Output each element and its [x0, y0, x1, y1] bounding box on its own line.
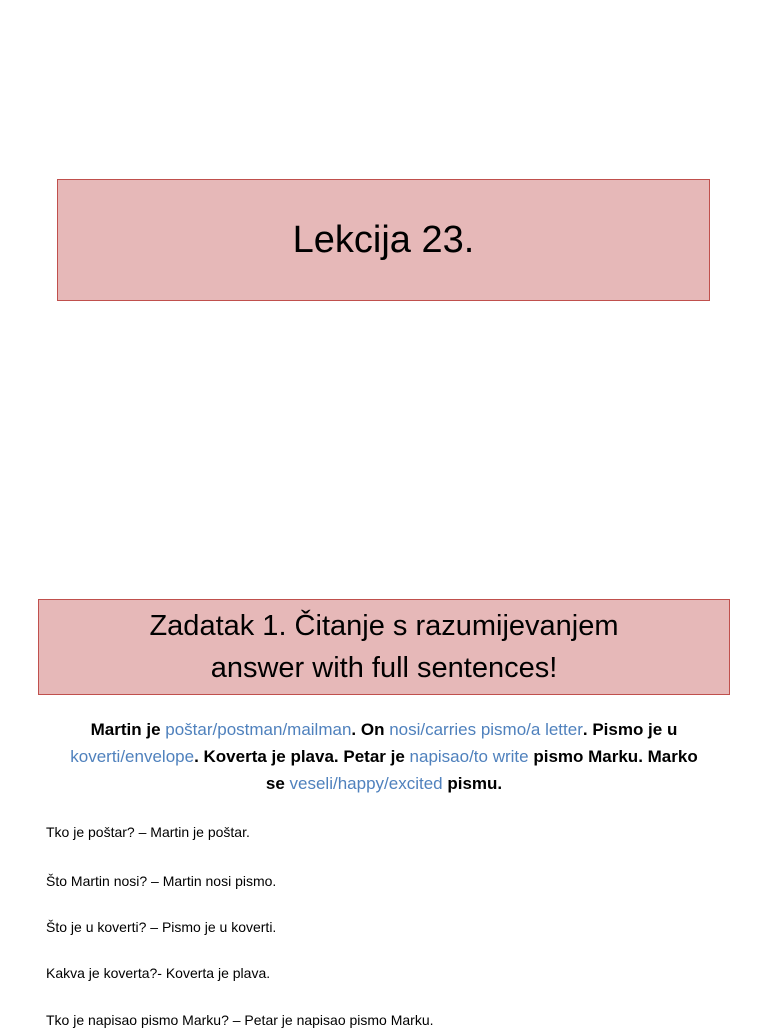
task-heading-line-1: Zadatak 1. Čitanje s razumijevanjem — [149, 610, 619, 642]
lesson-title-box — [57, 179, 710, 301]
qa-line-5: Tko je napisao pismo Marku? – Petar je napisao pismo Marku. — [46, 1012, 434, 1028]
vocab-highlight: veseli/happy/excited — [289, 774, 443, 793]
story-text: . Pismo je u — [582, 720, 678, 739]
story-text: . Koverta je plava. Petar je — [194, 747, 410, 766]
vocab-highlight: nosi/carries pismo/a letter — [389, 720, 583, 739]
vocab-highlight: napisao/to write — [409, 747, 529, 766]
qa-line-3: Što je u koverti? – Pismo je u koverti. — [46, 919, 277, 935]
task-heading-line-2: answer with full sentences! — [210, 652, 558, 684]
lesson-title: Lekcija 23. — [292, 219, 475, 261]
vocab-highlight: koverti/envelope — [70, 747, 195, 766]
vocab-highlight: poštar/postman/mailman — [165, 720, 352, 739]
story-text: Martin je — [90, 720, 166, 739]
task-heading-box — [38, 599, 730, 695]
reading-passage — [60, 716, 708, 797]
story-text: pismu. — [442, 774, 503, 793]
story-text: pismo Marku. Marko se — [265, 747, 698, 793]
story-text: . On — [351, 720, 390, 739]
qa-line-2: Što Martin nosi? – Martin nosi pismo. — [46, 873, 277, 889]
qa-line-1: Tko je poštar? – Martin je poštar. — [46, 824, 250, 840]
qa-line-4: Kakva je koverta?- Koverta je plava. — [46, 965, 271, 981]
